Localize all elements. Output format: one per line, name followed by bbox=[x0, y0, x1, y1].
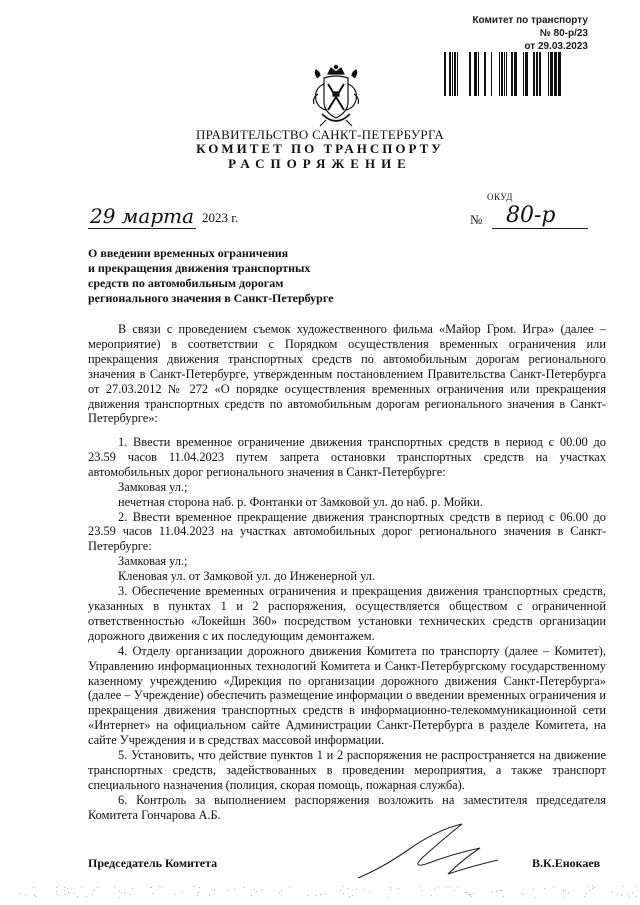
scan-speck bbox=[34, 895, 35, 896]
stamp-line-committee: Комитет по транспорту bbox=[472, 15, 588, 26]
scan-speck bbox=[340, 890, 341, 891]
document-type: РАСПОРЯЖЕНИЕ bbox=[228, 156, 412, 171]
barcode-bar bbox=[506, 52, 507, 96]
scan-speck bbox=[254, 889, 255, 890]
scan-speck bbox=[431, 895, 432, 896]
scan-speck bbox=[421, 890, 422, 891]
scan-speck bbox=[457, 886, 458, 887]
scan-speck bbox=[20, 893, 21, 894]
scan-speck bbox=[627, 894, 628, 895]
scan-speck bbox=[114, 886, 115, 887]
scan-speck bbox=[611, 892, 612, 893]
scan-speck bbox=[94, 890, 95, 891]
scan-speck bbox=[497, 890, 498, 891]
subject-line: регионального значения в Санкт-Петербурге bbox=[88, 291, 334, 305]
scan-speck bbox=[629, 897, 630, 898]
scan-speck bbox=[391, 889, 392, 890]
scan-speck bbox=[64, 890, 65, 891]
stamp-line-number: № 80-р/23 bbox=[539, 28, 588, 39]
scan-speck bbox=[77, 896, 78, 897]
scan-speck bbox=[473, 893, 474, 894]
scan-speck bbox=[121, 892, 122, 893]
body-intro bbox=[88, 322, 606, 426]
document-subject bbox=[88, 246, 348, 306]
scan-speck bbox=[500, 890, 501, 891]
scan-speck bbox=[124, 893, 125, 894]
scan-speck bbox=[132, 888, 133, 889]
barcode-bar bbox=[558, 52, 561, 96]
scan-speck bbox=[586, 893, 587, 894]
scan-speck bbox=[636, 886, 637, 887]
government-name: ПРАВИТЕЛЬСТВО САНКТ-ПЕТЕРБУРГА bbox=[195, 127, 445, 142]
subject-line: средств по автомобильным дорогам bbox=[88, 276, 284, 290]
scan-speck bbox=[74, 893, 75, 894]
handwritten-signature bbox=[352, 818, 502, 888]
scan-speck bbox=[119, 891, 120, 892]
scan-speck bbox=[193, 886, 194, 887]
handwritten-number: 80-р bbox=[492, 204, 588, 229]
scan-speck bbox=[198, 892, 199, 893]
barcode-bar bbox=[536, 52, 538, 96]
barcode-bar bbox=[525, 52, 528, 96]
scan-noise bbox=[0, 886, 640, 898]
scan-speck bbox=[68, 892, 69, 893]
barcode-bar bbox=[504, 52, 505, 96]
scan-speck bbox=[364, 889, 365, 890]
scan-speck bbox=[563, 891, 564, 892]
scan-speck bbox=[454, 890, 455, 891]
barcode-bar bbox=[478, 52, 479, 96]
scan-speck bbox=[369, 892, 370, 893]
scan-speck bbox=[348, 888, 349, 889]
scan-speck bbox=[97, 887, 98, 888]
item-1: 1. Ввести временное ограничение движения транспортных средств в период с 00.00 до 23.59 часов 11.04.2023 путем запрета остановки транспортных средств на участках автомобильных дорог регионального значения в Санкт-Петербурге: bbox=[88, 435, 606, 479]
scan-speck bbox=[119, 897, 120, 898]
scan-speck bbox=[64, 894, 65, 895]
scan-speck bbox=[57, 886, 58, 887]
scan-speck bbox=[352, 895, 353, 896]
barcode-bar bbox=[491, 52, 492, 96]
scan-speck bbox=[496, 891, 497, 892]
scan-speck bbox=[211, 889, 212, 890]
barcode-bar bbox=[501, 52, 503, 96]
scan-speck bbox=[56, 891, 57, 892]
body-items bbox=[88, 435, 606, 823]
barcode-bar bbox=[499, 52, 500, 96]
barcode-bar bbox=[548, 52, 549, 96]
scan-speck bbox=[563, 897, 564, 898]
scan-speck bbox=[130, 894, 131, 895]
item-3: 3. Обеспечение временных ограничения и прекращения движения транспортных средств, указанных в пунктах 1 и 2 распоряжения, осуществляется обществом с ограниченной ответственностью «Локейшн 360» посредством установки технических средств организации дорожного движения с их последующим демонтажем. bbox=[88, 584, 606, 643]
scan-speck bbox=[197, 895, 198, 896]
scan-speck bbox=[523, 894, 524, 895]
scan-speck bbox=[151, 887, 152, 888]
scan-speck bbox=[251, 895, 252, 896]
scan-speck bbox=[209, 895, 210, 896]
scan-speck bbox=[161, 886, 162, 887]
item-6: 6. Контроль за выполнением распоряжения возложить на заместителя председателя Комитета Гончарова А.Б. bbox=[88, 792, 606, 822]
number-label: № bbox=[470, 212, 483, 227]
scan-speck bbox=[228, 890, 229, 891]
scan-speck bbox=[152, 893, 153, 894]
scan-speck bbox=[150, 887, 151, 888]
scan-speck bbox=[281, 890, 282, 891]
signatory-name: В.К.Енокаев bbox=[532, 856, 601, 870]
barcode-bar bbox=[554, 52, 557, 96]
scan-speck bbox=[279, 892, 280, 893]
scan-speck bbox=[81, 886, 82, 887]
scan-speck bbox=[398, 888, 399, 889]
scan-speck bbox=[214, 890, 215, 891]
scan-speck bbox=[25, 894, 26, 895]
scan-speck bbox=[632, 892, 633, 893]
stamp-line-date: от 29.03.2023 bbox=[524, 41, 588, 52]
scan-speck bbox=[589, 890, 590, 891]
okud-label: ОКУД bbox=[487, 192, 513, 202]
scan-speck bbox=[175, 894, 176, 895]
barcode-bar bbox=[523, 52, 524, 96]
scan-speck bbox=[617, 894, 618, 895]
scan-speck bbox=[356, 889, 357, 890]
barcode-bar bbox=[457, 52, 458, 96]
item-1-street-1: Замковая ул.; bbox=[118, 479, 188, 494]
scan-speck bbox=[343, 886, 344, 887]
item-5: 5. Установить, что действие пунктов 1 и 2 распоряжения не распространяется на движение транспортных средств, задействованных в проведении мероприятия, а также транспорт специального назначения (полиция, скорая помощь, пожарная служба). bbox=[88, 748, 606, 792]
scan-speck bbox=[35, 896, 36, 897]
scan-speck bbox=[521, 893, 522, 894]
scan-speck bbox=[621, 895, 622, 896]
scan-speck bbox=[533, 889, 534, 890]
scan-speck bbox=[553, 886, 554, 887]
scan-speck bbox=[438, 886, 439, 887]
scan-speck bbox=[182, 891, 183, 892]
scan-speck bbox=[492, 892, 493, 893]
barcode-bar bbox=[539, 52, 541, 96]
subject-line: и прекращения движения транспортных bbox=[88, 261, 311, 275]
scan-speck bbox=[623, 886, 624, 887]
scan-speck bbox=[584, 896, 585, 897]
scan-speck bbox=[256, 891, 257, 892]
scan-speck bbox=[349, 896, 350, 897]
barcode-bar bbox=[550, 52, 553, 96]
scan-speck bbox=[343, 893, 344, 894]
item-1-street-2: нечетная сторона наб. р. Фонтанки от Замковой ул. до наб. р. Мойки. bbox=[118, 494, 483, 509]
handwritten-date: 29 марта bbox=[90, 204, 195, 228]
scan-speck bbox=[387, 897, 388, 898]
scan-speck bbox=[466, 892, 467, 893]
intro-paragraph: В связи с проведением съемок художественного фильма «Майор Гром. Игра» (далее – мероприятие) в соответствии с Порядком осуществления временных ограничения или прекращения движения транспортных средств по автомобильным дорогам регионального значения в Санкт-Петербурге, утвержденным постановлением Правительства Санкт-Петербурга от 27.03.2012 № 272 «О порядке осуществления временных ограничения или прекращения движения транспортных средств по автомобильным дорогам регионального значения в Санкт-Петербурге»: bbox=[88, 322, 606, 426]
scan-speck bbox=[592, 886, 593, 887]
scan-speck bbox=[390, 887, 391, 888]
scan-speck bbox=[501, 890, 502, 891]
signatory-position: Председатель Комитета bbox=[88, 856, 218, 870]
scan-speck bbox=[587, 886, 588, 887]
barcode-bar bbox=[474, 52, 477, 96]
scan-speck bbox=[465, 892, 466, 893]
scan-speck bbox=[434, 889, 435, 890]
scan-speck bbox=[471, 896, 472, 897]
scan-speck bbox=[469, 894, 470, 895]
scan-speck bbox=[568, 892, 569, 893]
scan-speck bbox=[503, 896, 504, 897]
scan-speck bbox=[315, 895, 316, 896]
scan-speck bbox=[563, 889, 564, 890]
scan-speck bbox=[69, 893, 70, 894]
item-2: 2. Ввести временное прекращение движения транспортных средств в период с 06.00 до 23.59 часов 11.04.2023 на участках автомобильных дорог регионального значения в Санкт-Петербурге: bbox=[88, 509, 606, 554]
scan-speck bbox=[636, 896, 637, 897]
scan-speck bbox=[594, 887, 595, 888]
scan-speck bbox=[307, 895, 308, 896]
scan-speck bbox=[92, 894, 93, 895]
scan-speck bbox=[565, 890, 566, 891]
item-2-street-1: Замковая ул.; bbox=[118, 554, 188, 569]
barcode-icon bbox=[444, 52, 564, 96]
scan-speck bbox=[535, 897, 536, 898]
scan-speck bbox=[261, 889, 262, 890]
subject-line: О введении временных ограничения bbox=[88, 246, 289, 260]
scan-speck bbox=[470, 895, 471, 896]
item-4: 4. Отделу организации дорожного движения Комитета по транспорту (далее – Комитет), Управлению информационных технологий Комитета и Санкт-Петербургскому государственному казенному учреждению «Дирекция по организации дорожного движения Санкт-Петербурга» (далее – Учреждение) обеспечить размещение информации о введении временных ограничения и прекращения движения транспортных средств в информационно-телекоммуникационной сети «Интернет» на официальном сайте Администрации Санкт-Петербурга в разделе Комитета, на сайте Учреждения и в средствах массовой информации. bbox=[88, 643, 606, 748]
scan-speck bbox=[86, 896, 87, 897]
scan-speck bbox=[33, 887, 34, 888]
barcode-bar bbox=[533, 52, 535, 96]
scan-speck bbox=[234, 889, 235, 890]
st-petersburg-coat-of-arms-icon bbox=[306, 64, 366, 130]
scan-speck bbox=[289, 886, 290, 887]
barcode-bar bbox=[514, 52, 517, 96]
barcode-bar bbox=[449, 52, 451, 96]
scan-speck bbox=[199, 887, 200, 888]
scan-speck bbox=[325, 893, 326, 894]
barcode-bar bbox=[511, 52, 513, 96]
scan-speck bbox=[281, 895, 282, 896]
scan-speck bbox=[56, 887, 57, 888]
scan-speck bbox=[57, 894, 58, 895]
date-year: 2023 г. bbox=[202, 210, 239, 225]
barcode-bar bbox=[452, 52, 453, 96]
barcode-bar bbox=[454, 52, 456, 96]
scan-speck bbox=[320, 894, 321, 895]
scan-speck bbox=[159, 886, 160, 887]
scan-speck bbox=[468, 894, 469, 895]
scan-speck bbox=[67, 888, 68, 889]
registration-stamp bbox=[438, 14, 588, 53]
scan-speck bbox=[244, 887, 245, 888]
committee-name: КОМИТЕТ ПО ТРАНСПОРТУ bbox=[196, 141, 444, 156]
barcode-bar bbox=[469, 52, 471, 96]
barcode-bar bbox=[484, 52, 486, 96]
scan-speck bbox=[64, 887, 65, 888]
item-2-street-2: Кленовая ул. от Замковой ул. до Инженерной ул. bbox=[118, 569, 376, 584]
scan-speck bbox=[449, 886, 450, 887]
scan-speck bbox=[420, 886, 421, 887]
scan-speck bbox=[544, 888, 545, 889]
scan-speck bbox=[592, 888, 593, 889]
scan-speck bbox=[446, 886, 447, 887]
barcode-bar bbox=[444, 52, 446, 96]
